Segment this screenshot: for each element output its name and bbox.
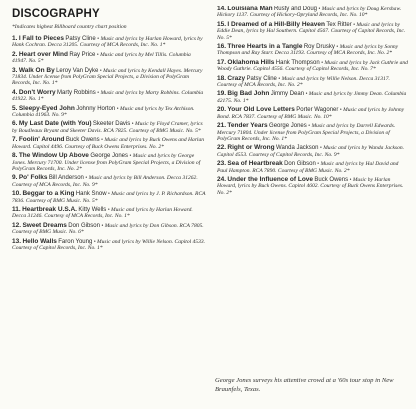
entry-number: 17. [216, 58, 227, 66]
entry-number: 2. [12, 50, 18, 58]
entry-number: 4. [12, 88, 18, 96]
entry-details: • Music and lyrics by Willie Nelson. Decca 31317. Courtesy of MCA Records, Inc. No. 2* [216, 75, 390, 89]
discography-entry [12, 52, 207, 65]
entry-number: 9. [12, 174, 18, 182]
song-title: The Window Up Above [18, 152, 89, 160]
entry-number: 1. [12, 35, 18, 42]
entry-number: 8. [12, 152, 18, 160]
entry-number: 20. [216, 106, 227, 114]
song-title: Oklahoma Hills [227, 58, 275, 66]
song-title: I Dreamed of a Hill-Billy Heaven [227, 20, 325, 28]
entry-details: • Music and lyrics by Kendall Hayes. Mercury 71834. Under license from PolyGram Special Projects, a Division of PolyGram Records, Inc. No. 1* [12, 67, 203, 87]
entry-number: 10. [12, 190, 22, 198]
entry-details: • Music and lyrics by Doug Kershaw. Hickory 1137. Courtesy of Hickory-Opryland Records, Inc. No. 10* [216, 6, 402, 19]
entry-details: • Music and lyrics by Jimmy Dean. Columbia 42175. No. 1* [216, 91, 407, 104]
entry-number: 14. [216, 6, 227, 12]
artist-name: Rusty and Doug [273, 6, 317, 12]
discography-entry [12, 153, 207, 172]
artist-name: Jimmy Dean [270, 91, 305, 98]
artist-name: Hank Snow [75, 191, 107, 198]
entry-details: • Music and lyrics by J. P. Richardson. RCA 7836. Courtesy of BMG Music. No. 5* [12, 191, 206, 204]
entry-details: • Music and lyrics by Eddie Dean, lyrics by Hal Southern. Capitol 4567. Courtesy of Capitol Records, Inc. No. 5* [216, 21, 406, 41]
artist-name: Kitty Wells [78, 206, 107, 213]
entry-number: 22. [216, 144, 227, 152]
entry-details: • Music and lyrics by Harlan Howard. Decca 31246. Courtesy of MCA Records, Inc. No. 1* [12, 206, 193, 220]
entry-details: • Music by Harlan Howard, lyrics by Buck Owens. Capitol 4602. Courtesy of Buck Owens Enterprises. No. 2* [216, 176, 404, 196]
entry-number: 18. [216, 74, 227, 82]
artist-name: Leroy Van Dyke [56, 67, 99, 74]
discography-entry [12, 68, 207, 87]
artist-name: Buck Owens [65, 137, 100, 144]
artist-name: Tex Ritter [326, 21, 352, 28]
right-column [217, 6, 408, 254]
artist-name: George Jones [269, 123, 307, 130]
entry-details: • Music and lyrics by Bill Anderson. Decca 31262. Courtesy of MCA Records, Inc. No. 9* [12, 175, 198, 188]
discography-entry [217, 161, 408, 174]
entry-number: 24. [216, 175, 227, 183]
entry-number: 11. [12, 205, 21, 213]
entry-details: • Music and lyrics by Hal David and Paul Hampton. RCA 7890. Courtesy of BMG Music. No. 2* [216, 161, 399, 174]
entry-number: 12. [12, 221, 22, 229]
song-title: Sleepy-Eyed John [18, 104, 75, 112]
entry-number: 13. [12, 237, 22, 245]
artist-name: Marty Robbins [57, 89, 96, 96]
song-title: Your Old Love Letters [227, 106, 295, 114]
discography-entry [217, 76, 408, 89]
artist-name: Patsy Cline [246, 75, 277, 82]
entry-number: 19. [216, 90, 227, 98]
song-title: Sea of Heartbreak [227, 160, 283, 168]
discography-entry [12, 36, 207, 49]
song-title: Po' Folks [18, 174, 48, 182]
discography-entry [12, 223, 207, 236]
song-title: Hello Walls [22, 237, 57, 245]
discography-entry [12, 137, 207, 150]
entry-details: • Music and lyrics by Don Gibson. RCA 7805. Courtesy of BMG Music. No. 6* [12, 222, 204, 236]
entry-number: 5. [12, 104, 18, 112]
photo-caption: George Jones surveys his attentive crowd at a '60s tour stop in New Braunfels, Texas. [215, 377, 394, 393]
song-title: Heartbreak U.S.A. [22, 205, 77, 213]
discography-entry [12, 175, 207, 188]
artist-name: Hank Thompson [275, 59, 320, 66]
discography-entry [217, 91, 408, 104]
artist-name: Don Gibson [284, 161, 316, 168]
entry-details: • Music and lyrics by Marty Robbins. Columbia 41922. No. 1* [12, 89, 204, 103]
entry-details: • Music and lyrics by Buck Owens and Harlan Howard. Capitol 4496. Courtesy of Buck Owens Enterprises. No. 2* [12, 137, 205, 150]
artist-name: Faron Young [58, 238, 93, 245]
discography-entry [217, 145, 408, 158]
entry-details: • Music and lyrics by Harlan Howard, lyrics by Hank Cochran. Decca 31205. Courtesy of MCA Records, Inc. No. 1* [12, 36, 203, 49]
entry-number: 6. [12, 120, 18, 128]
discography-entry [12, 106, 207, 119]
artist-name: Ray Price [69, 51, 96, 58]
entry-details: • Music and lyrics by Johnny Bond. RCA 7837. Courtesy of BMG Music. No. 10* [216, 107, 405, 120]
artist-name: Don Gibson [68, 222, 100, 229]
entry-list-left [12, 36, 207, 251]
artist-name: Buck Owens [314, 176, 349, 183]
artist-name: Johnny Horton [76, 105, 116, 112]
chart-position-note: *Indicates highest Billboard country chart position [12, 24, 127, 30]
song-title: Sweet Dreams [22, 221, 67, 229]
song-title: My Last Date (with You) [18, 120, 92, 128]
discography-entry [217, 107, 408, 120]
song-title: Tender Years [227, 122, 268, 130]
discography-entry [12, 239, 207, 252]
artist-name: Porter Wagoner [296, 107, 339, 114]
entry-number: 3. [12, 66, 18, 74]
entry-details: • Music and lyrics by Mel Tillis. Columbia 41947. No. 5* [12, 51, 191, 65]
song-title: I Fall to Pieces [18, 35, 64, 42]
entry-details: • Music and lyrics by Jack Guthrie and Woody Guthrie. Capitol 4556. Courtesy of Capitol Records, Inc. No. 7* [216, 59, 408, 73]
song-title: Don't Worry [18, 88, 56, 96]
discography-entry [12, 121, 207, 134]
song-title: Under the Influence of Love [227, 175, 314, 183]
discography-entry [12, 191, 207, 204]
entry-details: • Music and lyrics by Tex Atchison. Columbia 41963. No. 9* [12, 105, 195, 119]
entry-number: 15. [216, 20, 227, 28]
song-title: Louisiana Man [227, 6, 273, 12]
artist-name: Patsy Cline [65, 36, 96, 42]
song-title: Big Bad John [227, 90, 270, 98]
discography-entry [217, 177, 408, 196]
left-column [12, 6, 207, 254]
entry-number: 16. [216, 43, 227, 51]
discography-entry [217, 44, 408, 57]
entry-details: • Music and lyrics by Darrell Edwards. Mercury 71804. Under license from PolyGram Special Projects, a Division of PolyGram Records, Inc. No. 1* [216, 123, 396, 142]
entry-details: • Music and lyrics by George Jones. Mercury 71700. Under license from PolyGram Special Projects, a Division of PolyGram Records, Inc. No. 2* [12, 153, 201, 172]
entry-details: • Music and lyrics by Willie Nelson. Capitol 4533. Courtesy of Capitol Records, Inc. No. 1* [12, 238, 206, 251]
discography-entry [12, 207, 207, 220]
page-title: DISCOGRAPHY [12, 8, 100, 20]
discography-entry [217, 6, 408, 19]
song-title: Beggar to a King [22, 190, 75, 198]
artist-name: Wanda Jackson [276, 145, 319, 152]
entry-number: 23. [216, 160, 227, 168]
song-title: Three Hearts in a Tangle [227, 43, 303, 51]
discography-entry [217, 123, 408, 142]
entry-details: • Music by Floyd Cramer, lyrics by Boudleaux Bryant and Skeeter Davis. RCA 7825. Courtesy of BMG Music. No. 5* [12, 121, 203, 134]
song-title: Heart over Mind [18, 50, 68, 58]
discography-entry [12, 90, 207, 103]
artist-name: George Jones [90, 153, 129, 160]
columns [12, 6, 408, 254]
discography-entry [217, 22, 408, 41]
discography-entry [217, 60, 408, 73]
song-title: Walk On By [18, 66, 55, 74]
song-title: Right or Wrong [227, 144, 275, 152]
artist-name: Skeeter Davis [92, 121, 131, 128]
entry-details: • Music and lyrics by Sonny Thompson and Ray Starr. Decca 31193. Courtesy of MCA Records, Inc. No. 2* [216, 44, 399, 57]
song-title: Crazy [227, 74, 246, 82]
entry-number: 7. [12, 136, 18, 144]
entry-details: • Music and lyrics by Wanda Jackson. Capitol 4553. Courtesy of Capitol Records, Inc. No. 9* [216, 145, 405, 158]
artist-name: Roy Drusky [303, 44, 335, 51]
artist-name: Bill Anderson [48, 175, 84, 182]
song-title: Foolin' Around [18, 136, 65, 144]
entry-list-right [217, 6, 408, 196]
entry-number: 21. [216, 122, 227, 130]
